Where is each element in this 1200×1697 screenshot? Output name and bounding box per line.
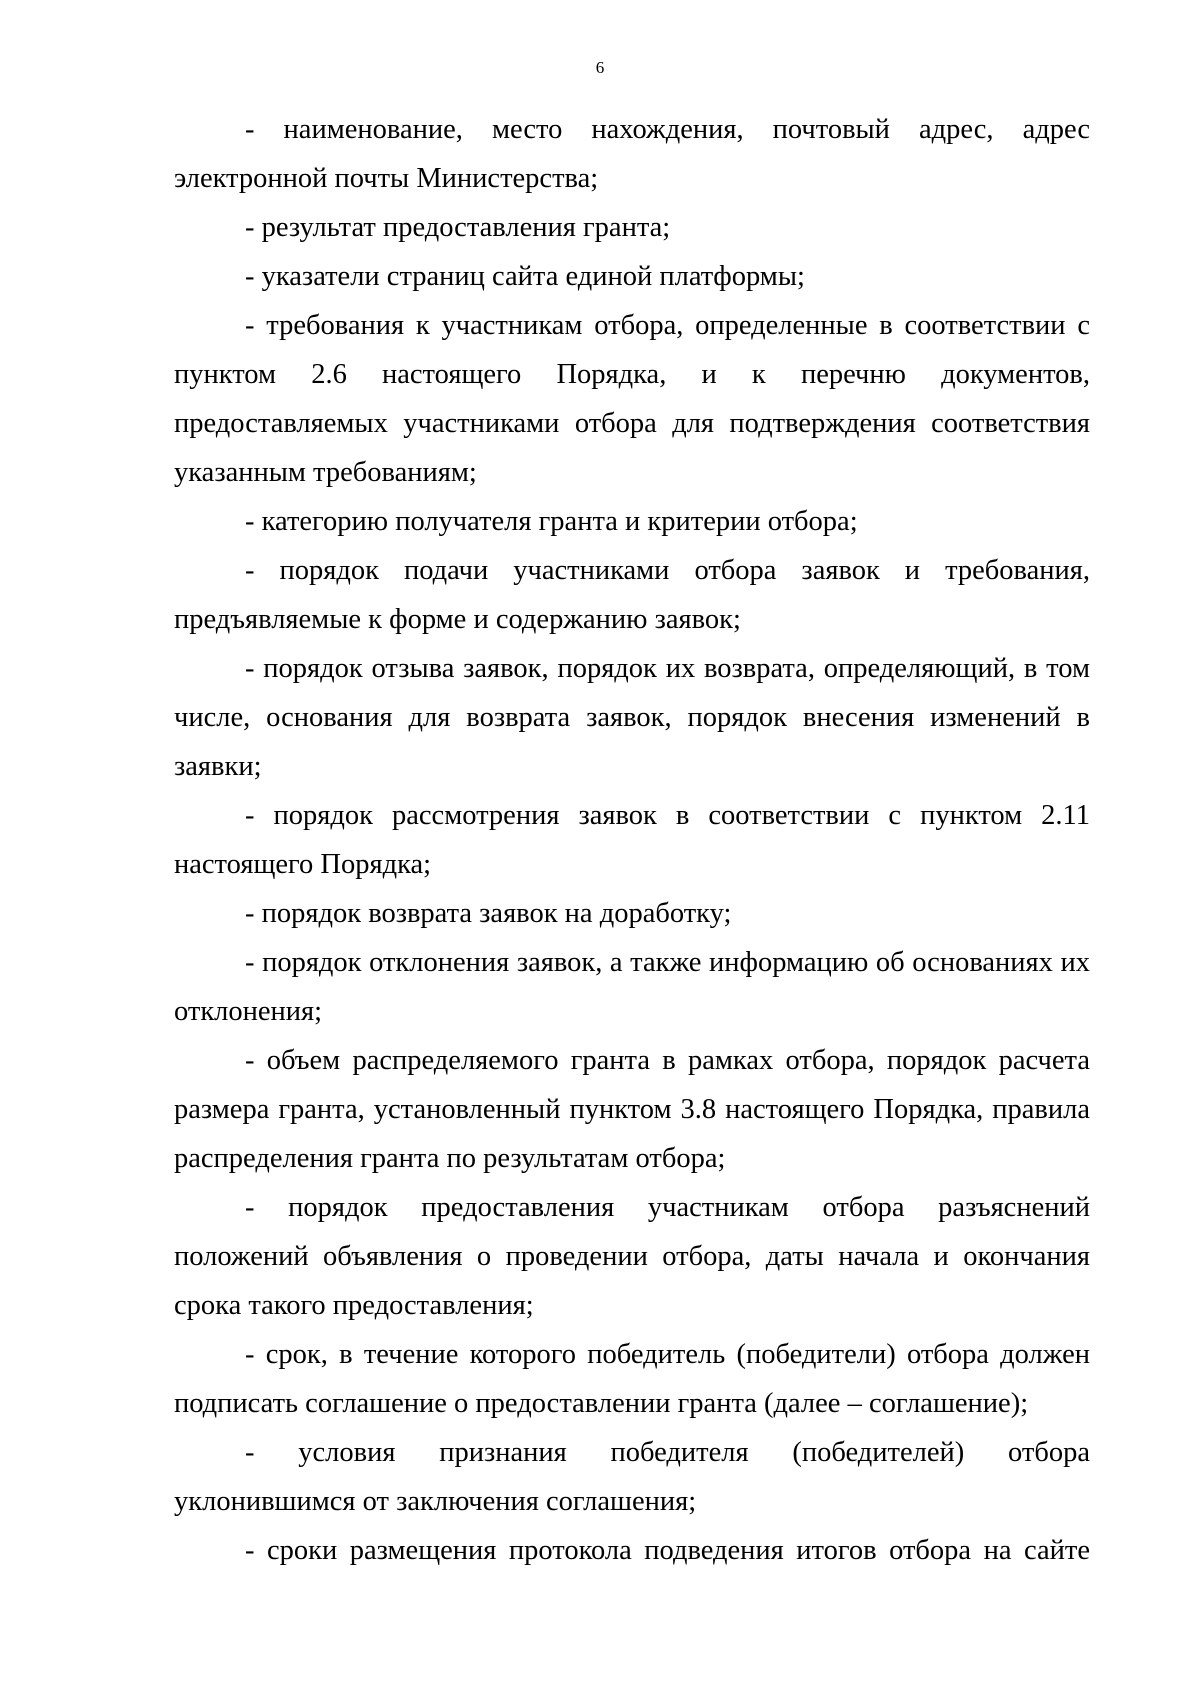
- paragraph-protocol-deadlines: - сроки размещения протокола подведения итогов отбора на сайте: [245, 1535, 1090, 1566]
- paragraph-application-review: - порядок рассмотрения заявок в соответствии с пунктом 2.11 настоящего Порядка;: [174, 800, 1090, 880]
- paragraph-evasion-conditions: - условия признания победителя (победителей) отбора уклонившимся от заключения соглашения;: [174, 1437, 1090, 1517]
- paragraph-ministry-details: - наименование, место нахождения, почтовый адрес, адрес электронной почты Министерства;: [174, 114, 1090, 194]
- paragraph-participant-requirements: - требования к участникам отбора, определенные в соответствии с пунктом 2.6 настоящего Порядка, и к перечню документов, предоставляемых участниками отбора для подтверждения соответствия указанным требованиям;: [174, 310, 1090, 488]
- paragraph-application-submission: - порядок подачи участниками отбора заявок и требования, предъявляемые к форме и содержанию заявок;: [174, 555, 1090, 635]
- paragraph-clarifications: - порядок предоставления участникам отбора разъяснений положений объявления о проведении отбора, даты начала и окончания срока такого предоставления;: [174, 1192, 1090, 1321]
- paragraph-application-withdrawal: - порядок отзыва заявок, порядок их возврата, определяющий, в том числе, основания для возврата заявок, порядок внесения изменений в заявки;: [174, 653, 1090, 782]
- paragraph-recipient-category: - категорию получателя гранта и критерии отбора;: [245, 506, 858, 537]
- paragraph-application-rejection: - порядок отклонения заявок, а также информацию об основаниях их отклонения;: [174, 947, 1090, 1027]
- paragraph-application-return: - порядок возврата заявок на доработку;: [245, 898, 732, 929]
- document-body: [174, 105, 1090, 1575]
- paragraph-grant-result: - результат предоставления гранта;: [245, 212, 671, 243]
- page-number: 6: [595, 58, 605, 77]
- paragraph-agreement-deadline: - срок, в течение которого победитель (победители) отбора должен подписать соглашение о предоставлении гранта (далее – соглашение);: [174, 1339, 1090, 1419]
- paragraph-platform-pages: - указатели страниц сайта единой платформы;: [245, 261, 805, 292]
- paragraph-grant-volume: - объем распределяемого гранта в рамках отбора, порядок расчета размера гранта, установленный пунктом 3.8 настоящего Порядка, правила распределения гранта по результатам отбора;: [174, 1045, 1090, 1174]
